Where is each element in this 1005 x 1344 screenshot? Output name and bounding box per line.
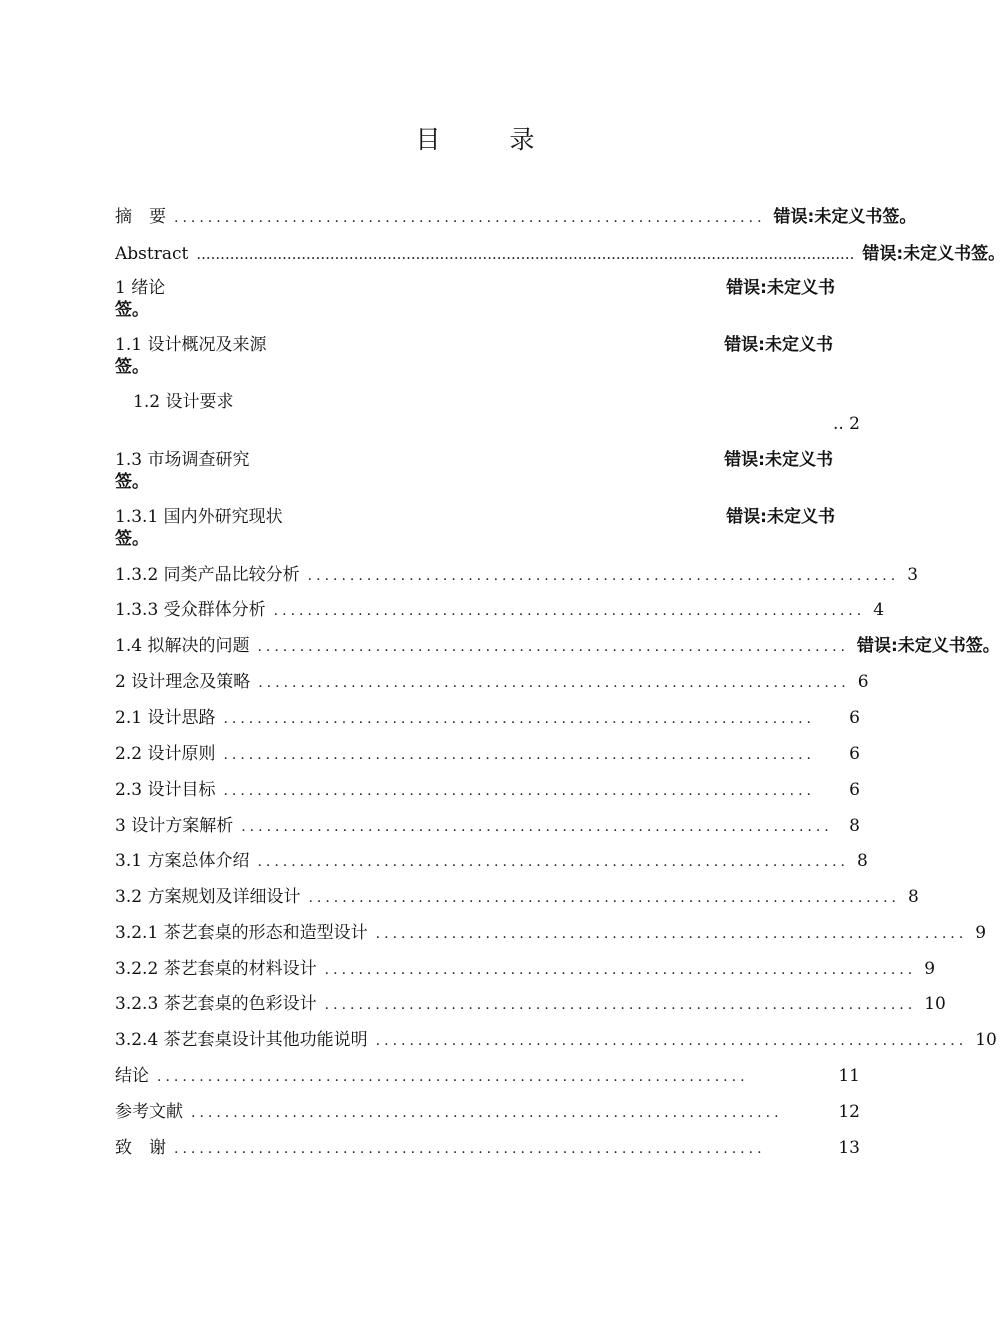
toc-entry-3-1[interactable] xyxy=(115,849,868,873)
toc-entry-page: 错误:未定义书 xyxy=(726,278,835,298)
dot-leader: ...................................................................... xyxy=(308,890,900,906)
dot-leader: .......................................................................................................................................... xyxy=(196,245,855,263)
toc-entry-page-wrap: 签。 xyxy=(115,357,149,377)
toc-entry-label: 2.2 设计原则 xyxy=(115,744,216,764)
toc-title: 目 录 xyxy=(415,125,557,154)
toc-entry-page: 9 xyxy=(924,959,936,979)
toc-entry-label: 1.2 设计要求 xyxy=(133,392,234,412)
dot-leader: ...................................................................... xyxy=(375,926,968,942)
toc-entry-references[interactable] xyxy=(115,1100,860,1124)
toc-entry-label: 1.3.1 国内外研究现状 xyxy=(115,507,283,527)
dot-leader: ...................................................................... xyxy=(223,711,815,727)
toc-entry-2-3[interactable] xyxy=(115,778,860,802)
toc-entry-label: 1.3.3 受众群体分析 xyxy=(115,600,266,620)
toc-entry-page: 8 xyxy=(849,816,860,836)
toc-entry-3-2-3[interactable] xyxy=(115,992,946,1016)
toc-entry-abstract-en[interactable] xyxy=(115,242,1005,266)
toc-entry-label: 3.2.2 茶艺套桌的材料设计 xyxy=(115,959,317,979)
toc-entry-label: 3 设计方案解析 xyxy=(115,816,234,836)
toc-entry-label: 3.1 方案总体介绍 xyxy=(115,851,250,871)
toc-entry-label: 3.2.3 茶艺套桌的色彩设计 xyxy=(115,994,317,1014)
dot-leader: ...................................................................... xyxy=(191,1105,783,1121)
dot-leader: ...................................................................... xyxy=(375,1033,968,1049)
toc-entry-page: 6 xyxy=(849,780,860,800)
toc-entry-label: 1.1 设计概况及来源 xyxy=(115,335,267,355)
toc-entry-page: 6 xyxy=(857,672,869,692)
toc-entry-page-wrap: 签。 xyxy=(115,472,149,492)
toc-entry-label: 1.3.2 同类产品比较分析 xyxy=(115,565,300,585)
toc-entry-label: 参考文献 xyxy=(115,1102,183,1122)
toc-entry-1-3[interactable] xyxy=(115,449,833,471)
toc-entry-page: 10 xyxy=(975,1030,997,1050)
toc-entry-page: 6 xyxy=(849,708,860,728)
toc-entry-3-2-4[interactable] xyxy=(115,1028,997,1052)
toc-entry-abstract-cn[interactable] xyxy=(115,205,917,229)
dot-leader: ...................................................................... xyxy=(324,962,917,978)
toc-entry-page: 10 xyxy=(924,994,946,1014)
toc-entry-page: 错误:未定义书签。 xyxy=(862,244,1005,264)
toc-entry-label: 2 设计理念及策略 xyxy=(115,672,251,692)
dot-leader: ...................................................................... xyxy=(174,1141,766,1157)
toc-entry-page: 13 xyxy=(838,1138,860,1158)
toc-entry-label: 1 绪论 xyxy=(115,278,166,298)
toc-entry-2-2[interactable] xyxy=(115,742,860,766)
toc-entry-1-1[interactable] xyxy=(115,334,833,356)
toc-entry-conclusion[interactable] xyxy=(115,1064,860,1088)
toc-entry-label: 3.2 方案规划及详细设计 xyxy=(115,887,301,907)
toc-entry-label: 结论 xyxy=(115,1066,149,1086)
toc-entry-page: .. 2 xyxy=(832,414,860,434)
toc-entry-label: 摘 要 xyxy=(115,207,166,227)
toc-entry-label: 1.4 拟解决的问题 xyxy=(115,636,250,656)
toc-entry-acknowledgements[interactable] xyxy=(115,1136,860,1160)
toc-entry-page: 8 xyxy=(907,887,919,907)
toc-entry-ch3[interactable] xyxy=(115,814,860,838)
dot-leader: ...................................................................... xyxy=(241,819,833,835)
dot-leader: ...................................................................... xyxy=(257,854,849,870)
dot-leader: ...................................................................... xyxy=(273,603,866,619)
dot-leader: ...................................................................... xyxy=(324,997,917,1013)
toc-entry-page: 错误:未定义书 xyxy=(726,507,835,527)
toc-entry-page: 6 xyxy=(849,744,860,764)
toc-entry-1-3-3[interactable] xyxy=(115,598,885,622)
toc-entry-3-2-2[interactable] xyxy=(115,957,936,981)
toc-entry-label: 2.3 设计目标 xyxy=(115,780,216,800)
toc-entry-page: 错误:未定义书签。 xyxy=(773,207,917,227)
toc-entry-label: 3.2.1 茶艺套桌的形态和造型设计 xyxy=(115,923,368,943)
dot-leader: ...................................................................... xyxy=(223,747,815,763)
toc-entry-label: 1.3 市场调查研究 xyxy=(115,450,250,470)
toc-entry-1-2[interactable] xyxy=(133,391,233,413)
dot-leader: ...................................................................... xyxy=(174,210,766,226)
toc-entry-page-wrap: 签。 xyxy=(115,529,149,549)
dot-leader: ...................................................................... xyxy=(307,568,900,584)
toc-entry-2-1[interactable] xyxy=(115,706,860,730)
toc-entry-1-3-1[interactable] xyxy=(115,506,835,528)
toc-entry-label: 3.2.4 茶艺套桌设计其他功能说明 xyxy=(115,1030,368,1050)
toc-entry-page: 错误:未定义书 xyxy=(724,335,833,355)
toc-entry-3-2[interactable] xyxy=(115,885,919,909)
dot-leader: ...................................................................... xyxy=(257,639,849,655)
toc-entry-1-3-2[interactable] xyxy=(115,563,919,587)
toc-entry-page: 4 xyxy=(873,600,885,620)
toc-entry-label: Abstract xyxy=(115,244,189,264)
toc-entry-page: 11 xyxy=(838,1066,860,1086)
dot-leader: ...................................................................... xyxy=(223,783,815,799)
toc-entry-ch2[interactable] xyxy=(115,670,869,694)
toc-entry-label: 2.1 设计思路 xyxy=(115,708,216,728)
toc-entry-label: 致 谢 xyxy=(115,1138,166,1158)
toc-entry-page: 12 xyxy=(838,1102,860,1122)
toc-entry-page: 9 xyxy=(975,923,987,943)
toc-entry-page: 错误:未定义书签。 xyxy=(856,636,1000,656)
dot-leader: ...................................................................... xyxy=(258,675,850,691)
toc-entry-3-2-1[interactable] xyxy=(115,921,987,945)
toc-entry-1-4[interactable] xyxy=(115,634,1000,658)
toc-entry-page: 错误:未定义书 xyxy=(724,450,833,470)
toc-entry-ch1[interactable] xyxy=(115,277,835,299)
toc-entry-page-wrap: 签。 xyxy=(115,300,149,320)
dot-leader: ...................................................................... xyxy=(157,1069,749,1085)
toc-entry-page: 3 xyxy=(907,565,919,585)
toc-entry-page: 8 xyxy=(856,851,868,871)
